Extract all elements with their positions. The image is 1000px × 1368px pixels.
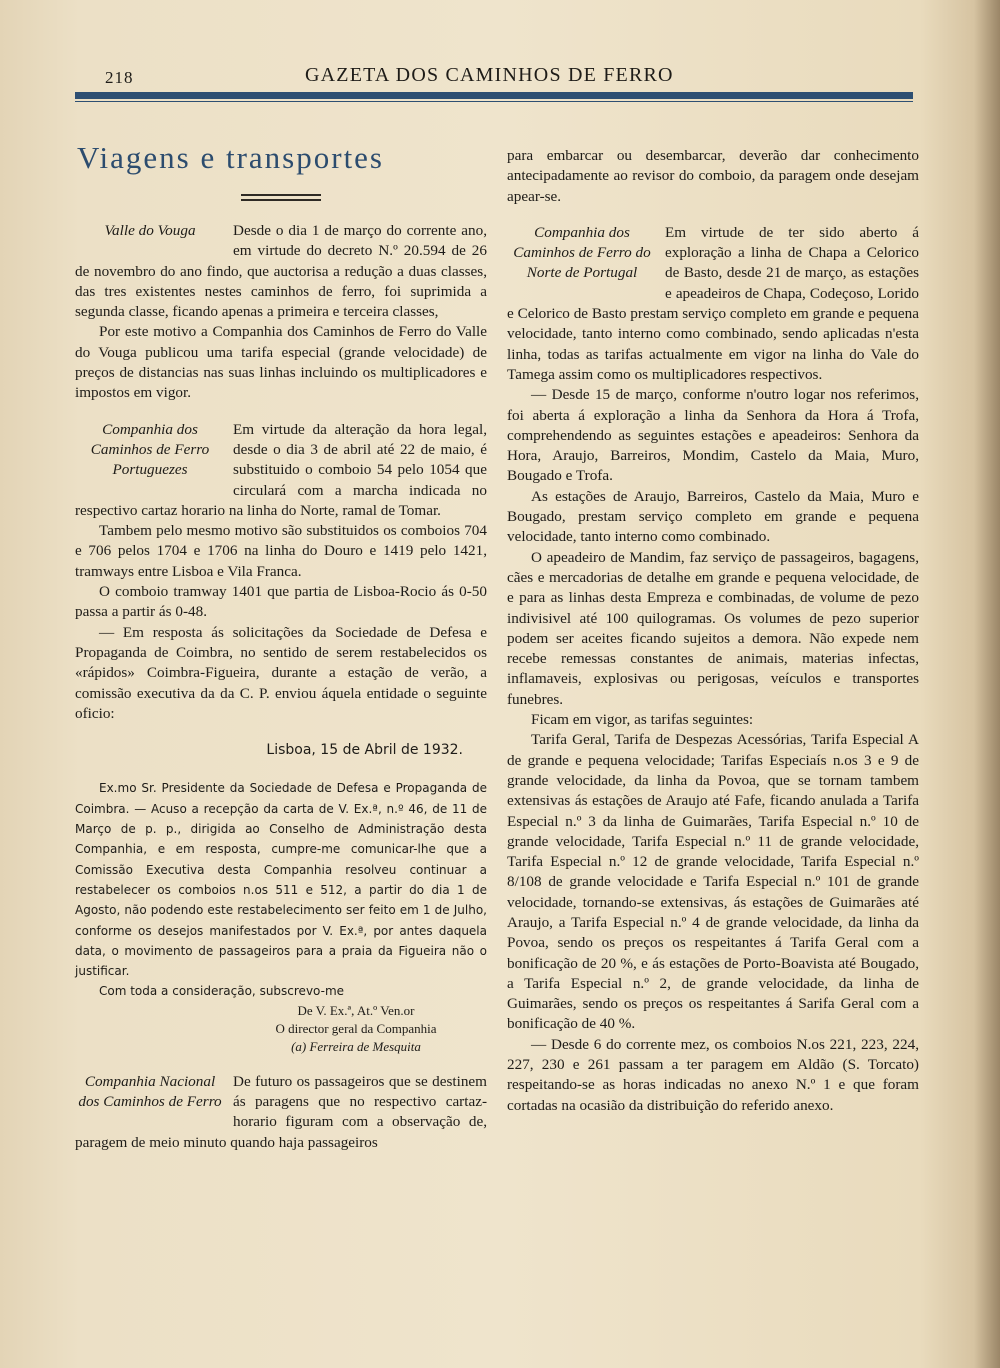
letter-block — [75, 740, 487, 1056]
side-heading: Companhia dos Caminhos de Ferro do Norte de Portugal — [513, 223, 651, 282]
paragraph: O apeadeiro de Mandim, faz serviço de passageiros, bagagens, cães e mercadorias de detalhe em grande e pequena velocidade, de e para as linhas desta Empreza e combinadas, de volume de pezo indivisivel até 100 quilogramas. Os volumes de pezo superior podem ser aceites ficando sujeitos a demora. Não expede nem recebe remessas constantes de animais, materias infectas, inflamaveis, explosivas ou perigosas, veículos e transportes funebres. — [507, 548, 919, 708]
section-valle-do-vouga — [75, 221, 487, 404]
header-rule-thick — [75, 92, 913, 99]
paragraph: — Desde 6 do corrente mez, os comboios N.os 221, 223, 224, 227, 230 e 261 passam a ter paragem em Aldão (S. Torcato) respeitando-se as horas indicadas no anexo N.º 1 e que foram cortadas na ocasião da distribuição do referido anexo. — [507, 1035, 919, 1114]
signature-role: O director geral da Companhia — [275, 1020, 437, 1036]
letter-date: Lisboa, 15 de Abril de 1932. — [266, 742, 463, 759]
journal-title: GAZETA DOS CAMINHOS DE FERRO — [305, 64, 674, 86]
paragraph: Em virtude da alteração da hora legal, desde o dia 3 de abril até 22 de maio, é substituido o comboio 54 pelo 1054 que circulará com a marcha indicada no respectivo cartaz horario na linha do Norte, ramal de Tomar. — [75, 420, 487, 519]
paragraph: Desde o dia 1 de março do corrente ano, em virtude do decreto N.º 20.594 de 26 de novembro do ano findo, que auctorisa a redução a duas classes, das tres existentes nestes caminhos de ferro, foi suprimida a segunda classe, ficando apenas a primeira e terceira classes, — [75, 222, 487, 321]
right-column — [507, 146, 919, 1132]
header-rule-thin — [75, 101, 913, 102]
signature-line: De V. Ex.ª, At.º Ven.or — [297, 1002, 415, 1018]
paragraph: O comboio tramway 1401 que partia de Lisboa-Rocio ás 0-50 passa a partir ás 0-48. — [75, 583, 487, 621]
section-norte-de-portugal — [507, 223, 919, 1116]
article-title: Viagens e transportes — [77, 140, 384, 175]
paragraph: Tambem pelo mesmo motivo são substituidos os comboios 704 e 706 pelos 1704 e 1706 na linha do Douro e 1419 pelo 1421, tramways entre Lisboa e Vila Franca. — [75, 522, 487, 580]
letter-closing: Com toda a consideração, subscrevo-me — [99, 984, 345, 999]
side-heading: Companhia Nacional dos Caminhos de Ferro — [78, 1072, 222, 1110]
section-cp — [75, 420, 487, 724]
title-ornament-rule — [241, 194, 321, 201]
letter-body: Ex.mo Sr. Presidente da Sociedade de Defesa e Propaganda de Coimbra. — Acuso a recepção da carta de V. Ex.ª, n.º 46, de 11 de Março de p. p., dirigida ao Conselho de Administração desta Companhia, e em resposta, cumpre-me comunicar-lhe que a Comissão Executiva desta Companhia resolveu continuar a restabelecer os comboios n.os 511 e 512, a partir do dia 1 de Agosto, não podendo este restabelecimento ser feito em 1 de Julho, conforme os desejos manifestados por V. Ex.ª, por antes daquela data, o movimento de passageiros para a praia da Figueira não o justificar. — [75, 781, 487, 979]
paragraph: — Em resposta ás solicitações da Sociedade de Defesa e Propaganda de Coimbra, no sentido de serem restabelecidos os «rápidos» Coimbra-Figueira, durante a estação de verão, a comissão executiva da da C. P. enviou áquela entidade o seguinte oficio: — [75, 623, 487, 722]
signature-name: (a) Ferreira de Mesquita — [291, 1038, 421, 1054]
section-companhia-nacional — [75, 1072, 487, 1153]
paragraph: As estações de Araujo, Barreiros, Castelo da Maia, Muro e Bougado, prestam serviço completo em grande e pequena velocidade, tanto interno como combinado. — [507, 487, 919, 546]
paragraph: — Desde 15 de março, conforme n'outro logar nos referimos, foi aberta á exploração a linha da Senhora da Hora á Trofa, comprehendendo as seguintes estações e apeadeiros: Senhora da Hora, Araujo, Barreiros, Mondim, Castelo da Maia, Muro, Bougado e Trofa. — [507, 386, 919, 485]
paragraph: Tarifa Geral, Tarifa de Despezas Acessórias, Tarifa Especial A de grande e pequena velocidade; Tarifas Especiaís n.os 3 e 9 de grande velocidade, da linha da Povoa, que se tornam tambem extensivas ás estações de Araujo até Fafe, ficando anulada a Tarifa Especial n.º 3 da linha de Guimarães, Tarifa Especial n.º 10 de grande velocidade, Tarifa Especial n.º 11 de grande velocidade, Tarifa Especial n.º 12 de grande velocidade, Tarifa Especial n.º 8/108 de grande velocidade e Tarifa Especial n.º 101 de grande velocidade, tornando-se extensivas, ás estações de Guimarães até Araujo, a Tarifa Especial n.º 4 de grande velocidade, da linha da Povoa, sendo os preços os respeitantes á Tarifa Geral com a bonificação de 20 %, e ás estações de Porto-Boavista até Bougado, a Tarifa Especial n.º 2, de grande velocidade, da linha de Guimarães, sendo os preços os respeitantes á Sarifa Geral com a bonificação de 40 %. — [507, 731, 919, 1033]
page-number: 218 — [105, 68, 134, 87]
paragraph: De futuro os passageiros que se destinem ás paragens que no respectivo cartaz-horario figuram com a observação de, paragem de meio minuto quando haja passageiros — [75, 1072, 487, 1151]
continued-paragraph — [507, 146, 919, 207]
page-spine-shadow — [974, 0, 1000, 1368]
paragraph: Por este motivo a Companhia dos Caminhos de Ferro do Valle do Vouga publicou uma tarifa especial (grande velocidade) de preços de distancias nas suas linhas incluindo os multiplicadores e impostos em vigor. — [75, 323, 487, 402]
side-heading: Companhia dos Caminhos de Ferro Portuguezes — [90, 420, 210, 479]
paragraph: Ficam em vigor, as tarifas seguintes: — [531, 711, 754, 729]
paragraph: Em virtude de ter sido aberto á exploração a linha de Chapa a Celorico de Basto, desde 21 de março, as estações e apeadeiros de Chapa, Codeçoso, Lorido e Celorico de Basto prestam serviço completo em grande e pequena velocidade, tanto interno como combinado, sendo aplicadas n'esta linha, todas as tarifas actualmente em vigor na linha do Vale do Tamega assim como os multiplicadores respectivos. — [507, 223, 919, 383]
left-column — [75, 140, 487, 1169]
side-heading: Valle do Vouga — [104, 222, 196, 239]
paragraph: para embarcar ou desembarcar, deverão dar conhecimento antecipadamente ao revisor do comboio, da paragem onde desejam apear-se. — [507, 147, 919, 205]
